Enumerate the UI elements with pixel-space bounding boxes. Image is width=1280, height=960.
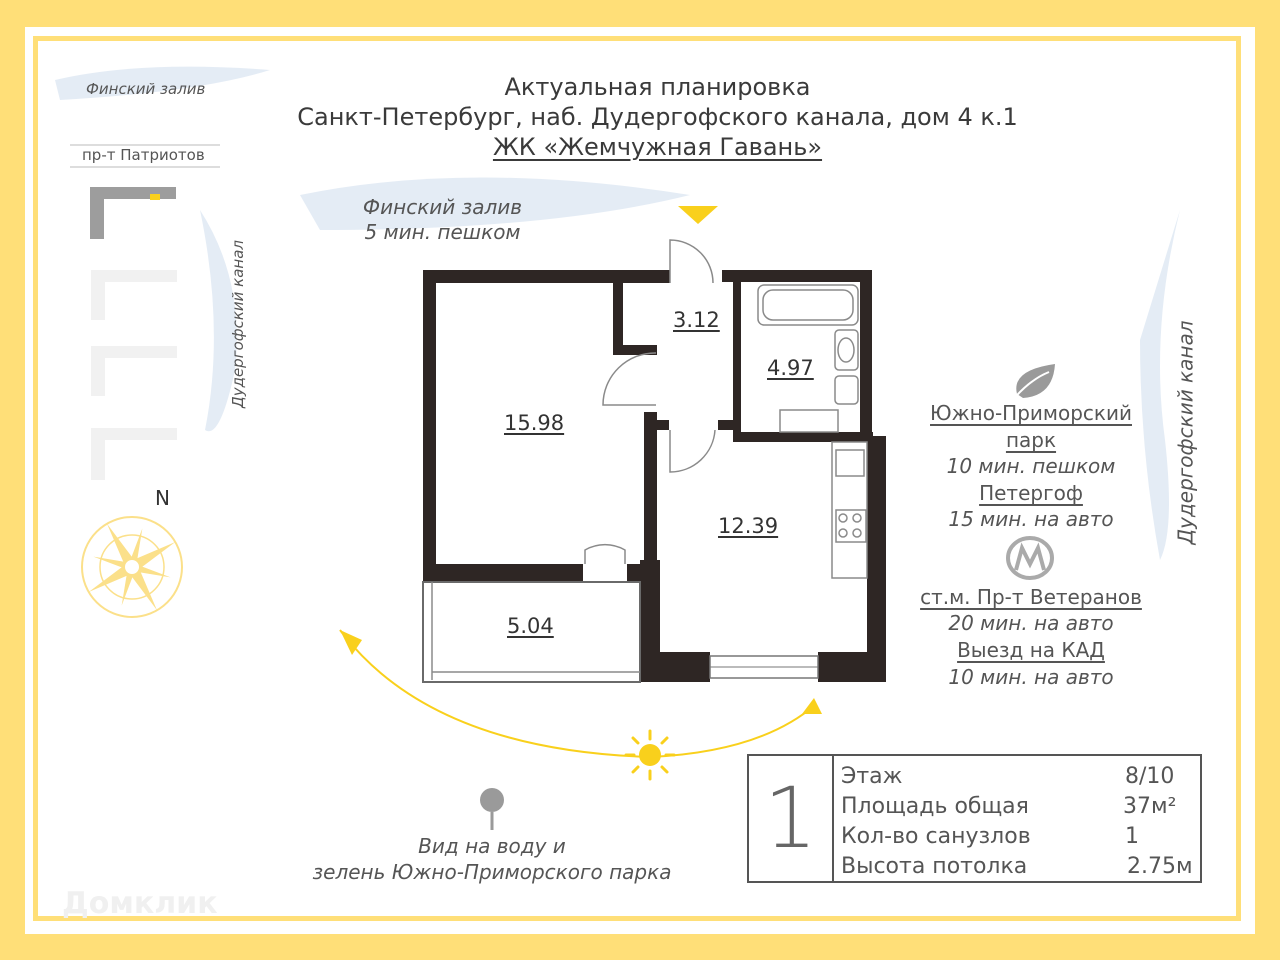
room-bathroom-area: 4.97: [767, 356, 814, 380]
info-label-bathrooms: Кол-во санузлов: [841, 824, 1031, 849]
view-line-1: Вид на воду и: [418, 834, 566, 858]
apartment-walls: [423, 270, 886, 682]
header-address: Санкт-Петербург, наб. Дудергофского канала, дом 4 к.1: [297, 103, 1018, 131]
room-hall-area: 3.12: [673, 308, 720, 332]
entrance-marker-icon: [678, 206, 718, 224]
north-label: N: [155, 486, 170, 510]
info-value-area: 37м²: [1123, 794, 1177, 819]
map-gulf-label: Финский залив: [86, 80, 206, 98]
park-link[interactable]: Южно-Приморский парк: [930, 401, 1132, 452]
room-bedroom-area: 15.98: [504, 411, 565, 435]
room-balcony-area: 5.04: [507, 614, 554, 638]
metro-time: 20 мин. на авто: [948, 611, 1114, 635]
map-avenue-label: пр-т Патриотов: [82, 146, 205, 164]
peterhof-link[interactable]: Петергоф: [979, 481, 1083, 505]
room-kitchen-area: 12.39: [718, 514, 779, 538]
park-leaf-icon: [1011, 364, 1055, 402]
map-block-1b: [90, 187, 176, 199]
info-label-area: Площадь общая: [841, 794, 1029, 819]
info-label-ceiling: Высота потолка: [841, 854, 1028, 879]
peterhof-time: 15 мин. на авто: [948, 507, 1114, 531]
info-value-floor: 8/10: [1125, 764, 1175, 789]
sun-icon: [626, 731, 674, 779]
apartment-info-box: [747, 754, 1202, 883]
plan-gulf-walk: 5 мин. пешком: [364, 220, 521, 244]
park-time: 10 мин. пешком: [946, 454, 1116, 478]
info-value-bathrooms: 1: [1125, 824, 1139, 849]
info-label-floor: Этаж: [841, 764, 903, 789]
view-line-2: зелень Южно-Приморского парка: [312, 860, 672, 884]
sun-path-arc: [340, 630, 815, 757]
header: [260, 72, 1055, 162]
view-pin-icon: [480, 788, 504, 830]
kad-link[interactable]: Выезд на КАД: [957, 638, 1105, 662]
kad-time: 10 мин. на авто: [948, 665, 1114, 689]
right-canal-label: Дудергофский канал: [1173, 320, 1198, 545]
header-complex-link[interactable]: ЖК «Жемчужная Гавань»: [492, 133, 823, 161]
rooms-count: 1: [749, 756, 834, 881]
header-title: Актуальная планировка: [504, 73, 811, 101]
metro-link[interactable]: ст.м. Пр-т Ветеранов: [920, 585, 1142, 609]
sun-arrow-right: [802, 698, 822, 714]
watermark-logo: Домклик: [62, 886, 218, 921]
compass-rose-icon: [82, 517, 182, 617]
metro-icon: [1008, 538, 1052, 578]
info-value-ceiling: 2.75м: [1127, 854, 1193, 879]
map-block-1c: [150, 194, 160, 200]
map-canal-label: Дудергофский канал: [229, 240, 247, 409]
plan-gulf-label: Финский залив: [362, 195, 523, 219]
